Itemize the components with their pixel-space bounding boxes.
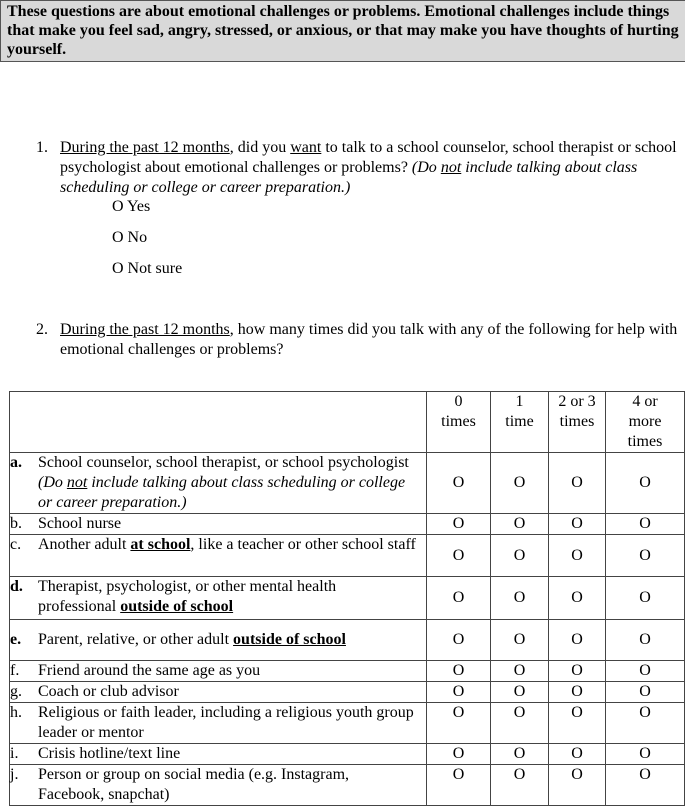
intro-text: These questions are about emotional challenges or problems. Emotional challenges include things that make you feel sad, angry, stressed, or anxious, or that may make you have thoughts of hurting yourself. xyxy=(7,3,679,58)
radio-option[interactable]: O xyxy=(491,535,549,577)
radio-option[interactable]: O xyxy=(549,682,606,703)
radio-option[interactable]: O xyxy=(549,661,606,682)
row-label xyxy=(10,453,427,514)
radio-option[interactable]: O xyxy=(427,744,491,765)
row-letter: c. xyxy=(10,536,22,553)
radio-option[interactable]: O xyxy=(427,703,491,744)
header-line: time xyxy=(505,413,534,430)
radio-option[interactable]: O xyxy=(549,703,606,744)
header-line: times xyxy=(627,433,663,450)
column-header-0-times xyxy=(427,392,491,453)
radio-option[interactable]: O xyxy=(491,703,549,744)
header-line: times xyxy=(441,413,476,430)
column-header-4-more-times xyxy=(606,392,685,453)
radio-option[interactable]: O xyxy=(491,765,549,806)
radio-option[interactable]: O xyxy=(606,661,685,682)
row-label xyxy=(10,765,427,806)
row-text-part: Parent, relative, or other adult xyxy=(38,631,234,648)
radio-option[interactable]: O xyxy=(606,765,685,806)
column-header-2-3-times xyxy=(549,392,606,453)
emphasis-at-school: at school xyxy=(130,536,191,553)
radio-option[interactable]: O xyxy=(427,535,491,577)
row-label xyxy=(10,744,427,765)
table-row xyxy=(10,682,685,703)
row-letter: a. xyxy=(10,454,22,471)
radio-option[interactable]: O xyxy=(549,620,606,661)
row-letter: d. xyxy=(10,578,23,595)
row-label xyxy=(10,661,427,682)
radio-option[interactable]: O xyxy=(549,765,606,806)
radio-option[interactable]: O xyxy=(549,577,606,620)
row-text: Coach or club advisor xyxy=(38,683,179,700)
row-text-part: Therapist, psychologist, or other mental health professional xyxy=(38,578,337,615)
timeframe: During the past 12 months xyxy=(60,321,230,338)
note-part: include talking about class scheduling or college or career preparation.) xyxy=(38,474,406,511)
row-letter: b. xyxy=(10,515,22,532)
note-part: (Do xyxy=(38,474,67,491)
radio-option[interactable]: O xyxy=(606,703,685,744)
row-label xyxy=(10,620,427,661)
radio-option[interactable]: O xyxy=(606,577,685,620)
radio-option[interactable]: O xyxy=(427,682,491,703)
question-2-text-part: , how many times did you talk with any of the following for help with emotional challenges or problems? xyxy=(60,321,678,358)
row-text: Friend around the same age as you xyxy=(38,662,261,679)
header-blank xyxy=(10,392,427,453)
header-line: 1 xyxy=(515,393,524,410)
row-label xyxy=(10,535,427,577)
row-text-part: , like a teacher or other school staff xyxy=(190,536,416,553)
question-1-text-part: , did you xyxy=(229,139,291,156)
intro-instructions-box xyxy=(0,0,685,62)
table-row xyxy=(10,661,685,682)
radio-option[interactable]: O xyxy=(491,682,549,703)
radio-option[interactable]: O xyxy=(549,453,606,514)
emphasis-not: not xyxy=(66,474,88,491)
radio-option[interactable]: O xyxy=(427,453,491,514)
question-1 xyxy=(36,138,681,198)
option-yes[interactable]: O Yes xyxy=(112,198,151,215)
radio-option[interactable]: O xyxy=(549,535,606,577)
emphasis-outside-of-school: outside of school xyxy=(120,598,234,615)
radio-option[interactable]: O xyxy=(491,661,549,682)
row-text xyxy=(38,535,418,555)
table-row xyxy=(10,577,685,620)
frequency-grid xyxy=(9,391,685,806)
option-no[interactable]: O No xyxy=(112,229,148,246)
question-1-text-part: to talk to a school counselor, school therapist or school psychologist about emotional challenges or problems? xyxy=(60,139,677,176)
radio-option[interactable]: O xyxy=(427,765,491,806)
row-label xyxy=(10,514,427,535)
header-line: more xyxy=(628,413,662,430)
radio-option[interactable]: O xyxy=(606,744,685,765)
table-row xyxy=(10,744,685,765)
question-1-text xyxy=(60,138,681,198)
radio-option[interactable]: O xyxy=(427,514,491,535)
radio-option[interactable]: O xyxy=(427,661,491,682)
table-row xyxy=(10,514,685,535)
emphasis-not: not xyxy=(440,159,462,176)
header-line: 2 or 3 xyxy=(558,393,596,410)
table-row xyxy=(10,453,685,514)
row-text: Religious or faith leader, including a religious youth group leader or mentor xyxy=(38,704,414,741)
row-letter: g. xyxy=(10,683,22,700)
row-text: Crisis hotline/text line xyxy=(38,745,181,762)
row-text xyxy=(38,453,418,513)
header-line: 0 xyxy=(454,393,463,410)
radio-option[interactable]: O xyxy=(427,577,491,620)
row-letter: e. xyxy=(10,631,22,648)
note-part: include talking about class scheduling or college or career preparation.) xyxy=(60,159,638,196)
note-part: (Do xyxy=(411,159,441,176)
table-row xyxy=(10,765,685,806)
radio-option[interactable]: O xyxy=(606,620,685,661)
row-text xyxy=(38,630,418,650)
row-label xyxy=(10,703,427,744)
radio-option[interactable]: O xyxy=(606,453,685,514)
row-letter: i. xyxy=(10,745,19,762)
radio-option[interactable]: O xyxy=(491,453,549,514)
row-letter: h. xyxy=(10,704,22,721)
question-2-number: 2. xyxy=(36,321,48,338)
radio-option[interactable]: O xyxy=(549,744,606,765)
header-row xyxy=(10,392,685,453)
row-letter: f. xyxy=(10,662,20,679)
question-1-number: 1. xyxy=(36,139,48,156)
radio-option[interactable]: O xyxy=(491,577,549,620)
column-header-1-time xyxy=(491,392,549,453)
question-2-text xyxy=(60,320,681,360)
table-row xyxy=(10,703,685,744)
row-label xyxy=(10,682,427,703)
emphasis-outside-of-school: outside of school xyxy=(233,631,346,648)
radio-option[interactable]: O xyxy=(549,514,606,535)
question-1-options xyxy=(112,197,182,290)
row-text: School nurse xyxy=(38,515,122,532)
row-text xyxy=(38,577,418,617)
row-text-part: Another adult xyxy=(38,536,131,553)
emphasis-want: want xyxy=(290,139,322,156)
radio-option[interactable]: O xyxy=(606,535,685,577)
header-line: times xyxy=(559,413,595,430)
header-line: 4 or xyxy=(632,393,658,410)
radio-option[interactable]: O xyxy=(491,744,549,765)
row-text: Person or group on social media (e.g. Instagram, Facebook, snapchat) xyxy=(38,766,350,803)
radio-option[interactable]: O xyxy=(606,514,685,535)
row-label xyxy=(10,577,427,620)
question-2 xyxy=(36,320,681,360)
radio-option[interactable]: O xyxy=(606,682,685,703)
radio-option[interactable]: O xyxy=(491,620,549,661)
table-row xyxy=(10,535,685,577)
row-letter: j. xyxy=(10,766,19,783)
radio-option[interactable]: O xyxy=(427,620,491,661)
row-text-part: School counselor, school therapist, or school psychologist xyxy=(38,454,409,471)
timeframe: During the past 12 months xyxy=(60,139,230,156)
option-not-sure[interactable]: O Not sure xyxy=(112,260,183,277)
table-row xyxy=(10,620,685,661)
radio-option[interactable]: O xyxy=(491,514,549,535)
